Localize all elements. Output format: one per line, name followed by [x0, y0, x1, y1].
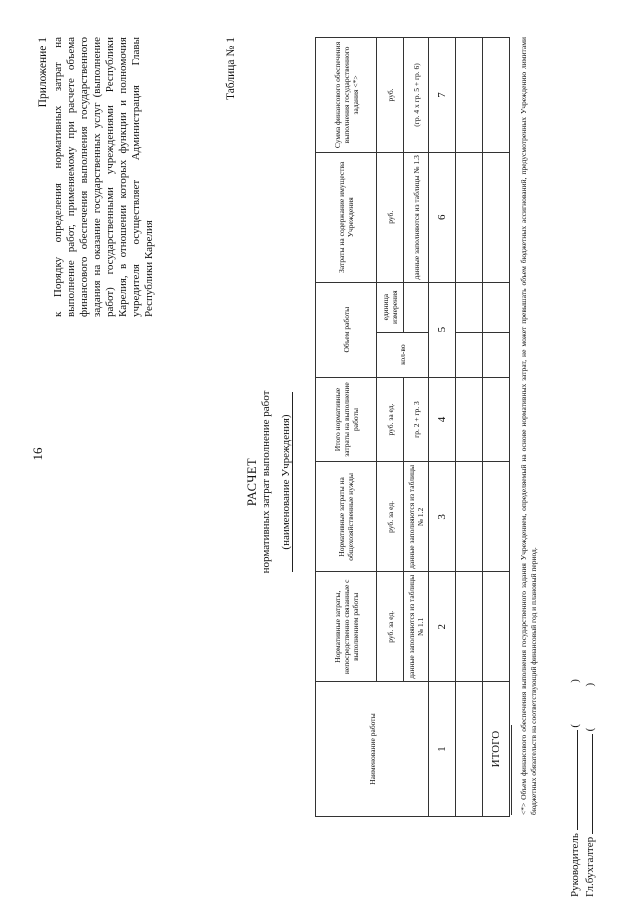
signature-accountant [582, 597, 597, 897]
note-total: гр. 2 + гр. 3 [404, 377, 429, 462]
unit-property: руб. [377, 152, 404, 282]
col-number-5: 5 [429, 282, 456, 377]
col-number-2: 2 [429, 572, 456, 682]
note-financing: (гр. 4 x гр. 5 + гр. 6) [404, 38, 429, 153]
col-number-4: 4 [429, 377, 456, 462]
signature-head [567, 597, 582, 897]
doc-subtitle: нормативных затрат выполнение работ [260, 390, 272, 574]
signature-head-label: Руководитель [569, 833, 581, 897]
header-measure-unit: единица измерения [377, 282, 404, 332]
empty-row [456, 38, 483, 817]
footnote: <*> Объем финансового обеспечения выполнения государственного задания Учреждением, определяемый на основе нормативных затрат, не может превышать объем бюджетных ассигнований, предусмотренных Учреждению лимитами бюджетных обязательств на соответствующий финансовый год и плановый период. [519, 37, 538, 815]
signature-line [582, 734, 593, 834]
signature-name-bracket: ( ) [569, 679, 581, 728]
appendix-title: Приложение 1 [37, 37, 49, 108]
note-property: данные заполняются из таблицы № 1.3 [404, 152, 429, 282]
rotated-sheet [25, 7, 615, 897]
signature-line [567, 730, 578, 830]
signature-name-bracket: ( ) [584, 682, 596, 732]
note-direct: данные заполняются из таблицы № 1.1 [404, 572, 429, 682]
header-work-name: Наименование работы [316, 682, 429, 817]
col-number-6: 6 [429, 152, 456, 282]
note-measure-empty [404, 282, 429, 332]
header-general-costs: Нормативные затраты на общехозяйственные нужды [316, 462, 377, 572]
calculation-table [315, 37, 510, 817]
col-number-3: 3 [429, 462, 456, 572]
header-work-volume: Объем работы [316, 282, 377, 377]
header-direct-costs: Нормативные затраты, непосредственно связанные с выполнением работы [316, 572, 377, 682]
doc-title: РАСЧЕТ [245, 457, 259, 507]
signature-accountant-label: Гл.бухгалтер [584, 836, 596, 897]
col-number-7: 7 [429, 38, 456, 153]
total-row [483, 38, 510, 817]
institution-caption: (наименование Учреждения) [280, 414, 292, 550]
header-total-costs: Итого нормативные затраты на выполнение работы [316, 377, 377, 462]
footnote-separator [511, 725, 512, 815]
total-label: ИТОГО [483, 682, 510, 817]
header-property-costs: Затраты на содержание имущества Учреждения [316, 152, 377, 282]
appendix-text: к Порядку определения нормативных затрат на выполнение работ, применяемому при расчете объема финансового обеспечения выполнения государственного задания на оказание государственных услуг (выполнение работ) государственными учреждениями Республики Карелия, в отношении которых функции и полномочия учредителя осуществляет Администрация Главы Республики Карелия [52, 37, 155, 317]
header-financing-sum: Сумма финансового обеспечения выполнения государственного задания <*> [316, 38, 377, 153]
title-block [245, 317, 293, 647]
unit-total: руб. за ед. [377, 377, 404, 462]
page-number: 16 [30, 447, 45, 461]
unit-general: руб. за ед. [377, 462, 404, 572]
institution-line [292, 392, 293, 572]
note-general: данные заполняются из таблицы № 1.2 [404, 462, 429, 572]
header-quantity: кол-во [377, 332, 429, 377]
unit-financing: руб. [377, 38, 404, 153]
unit-direct: руб. за ед. [377, 572, 404, 682]
signature-block [567, 597, 597, 897]
col-number-1: 1 [429, 682, 456, 817]
table-number: Таблица № 1 [225, 37, 237, 101]
appendix-block [37, 37, 156, 317]
